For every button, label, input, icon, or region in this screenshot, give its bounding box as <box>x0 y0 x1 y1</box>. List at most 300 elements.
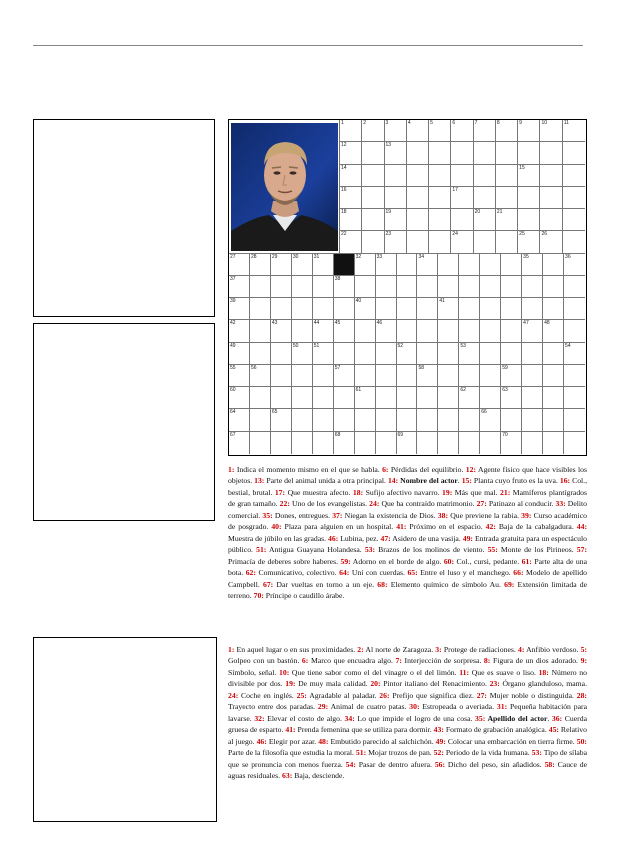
crossword-cell-number: 63 <box>502 387 508 394</box>
crossword-cell[interactable] <box>397 254 418 276</box>
crossword-cell[interactable] <box>540 231 562 253</box>
crossword-cell-number: 62 <box>460 387 466 394</box>
crossword-cell[interactable] <box>474 187 496 209</box>
crossword-cell[interactable] <box>496 187 518 209</box>
crossword-cell[interactable] <box>292 298 313 320</box>
crossword-cell[interactable] <box>340 187 362 209</box>
clue-number: 11: <box>459 667 470 677</box>
crossword-cell[interactable] <box>451 142 473 164</box>
crossword-cell-number: 44 <box>313 320 320 327</box>
crossword-cell[interactable] <box>564 276 585 298</box>
crossword-cell[interactable] <box>459 409 480 431</box>
crossword-cell[interactable] <box>229 432 250 454</box>
crossword-cell[interactable] <box>397 432 418 454</box>
clue-number: 46: <box>256 736 267 746</box>
clue-number: 60: <box>443 556 455 566</box>
crossword-cell[interactable] <box>313 409 334 431</box>
crossword-cell[interactable] <box>501 387 522 409</box>
crossword-cell[interactable] <box>313 387 334 409</box>
crossword-cell[interactable] <box>271 320 292 342</box>
crossword-cell[interactable] <box>407 231 429 253</box>
crossword-cell[interactable] <box>459 254 480 276</box>
crossword-cell[interactable] <box>376 298 397 320</box>
crossword-cell[interactable] <box>496 142 518 164</box>
crossword-cell[interactable] <box>229 409 250 431</box>
clue-number: 32: <box>254 713 265 723</box>
crossword-cell-number: 31 <box>313 253 320 260</box>
crossword-cell[interactable] <box>543 276 564 298</box>
clue-number: 23: <box>489 679 500 689</box>
crossword-cell[interactable] <box>385 187 407 209</box>
crossword-cell[interactable] <box>355 409 376 431</box>
crossword-cell[interactable] <box>474 120 496 142</box>
crossword-cell[interactable] <box>292 276 313 298</box>
crossword-cell[interactable] <box>564 365 585 387</box>
crossword-cell-number: 38 <box>334 275 341 282</box>
crossword-cell[interactable] <box>451 187 473 209</box>
crossword-cell[interactable] <box>313 276 334 298</box>
crossword-cell[interactable] <box>564 409 585 431</box>
crossword-cell[interactable] <box>292 254 313 276</box>
clue-text: Periodo de la vida humana. <box>443 748 532 758</box>
crossword-cell[interactable] <box>271 387 292 409</box>
crossword-cell[interactable] <box>417 298 438 320</box>
crossword-cell[interactable] <box>564 343 585 365</box>
crossword-cell[interactable] <box>518 142 540 164</box>
crossword-cell[interactable] <box>417 254 438 276</box>
crossword-cell[interactable] <box>564 254 585 276</box>
crossword-cell[interactable] <box>438 343 459 365</box>
crossword-cell[interactable] <box>429 142 451 164</box>
crossword-cell[interactable] <box>271 409 292 431</box>
crossword-cell[interactable] <box>451 209 473 231</box>
crossword-cell[interactable] <box>501 365 522 387</box>
crossword-cell[interactable] <box>313 298 334 320</box>
crossword-cell[interactable] <box>376 365 397 387</box>
crossword-cell-number: 49 <box>230 342 236 349</box>
crossword-cell[interactable] <box>429 209 451 231</box>
clue-number: 49: <box>462 533 473 543</box>
crossword-cell[interactable] <box>397 409 418 431</box>
crossword-cell[interactable] <box>522 254 543 276</box>
crossword-cell[interactable] <box>292 432 313 454</box>
crossword-cell[interactable] <box>543 409 564 431</box>
crossword-cell[interactable] <box>417 320 438 342</box>
crossword-cell[interactable] <box>355 298 376 320</box>
crossword-cell[interactable] <box>480 298 501 320</box>
crossword-cell[interactable] <box>540 209 562 231</box>
clue-number: 70: <box>253 590 264 600</box>
crossword-cell[interactable] <box>429 187 451 209</box>
crossword-cell[interactable] <box>355 343 376 365</box>
crossword-cell[interactable] <box>518 209 540 231</box>
clue-number: 18: <box>352 487 364 497</box>
crossword-cell[interactable] <box>501 432 522 454</box>
crossword-cell[interactable] <box>480 343 501 365</box>
clue-text: Figura de un dios adorado. <box>490 656 581 666</box>
crossword-cell[interactable] <box>522 365 543 387</box>
crossword-cell[interactable] <box>229 276 250 298</box>
crossword-cell[interactable] <box>250 254 271 276</box>
clue-number: 42: <box>485 522 496 532</box>
crossword-cell[interactable] <box>540 142 562 164</box>
crossword-cell[interactable] <box>518 165 540 187</box>
crossword-cell[interactable] <box>407 187 429 209</box>
crossword-cell[interactable] <box>376 432 397 454</box>
crossword-cell-number: 24 <box>452 231 458 238</box>
crossword-cell[interactable] <box>564 432 585 454</box>
crossword-cell[interactable] <box>250 387 271 409</box>
clue-text: De muy mala calidad. <box>295 679 371 689</box>
crossword-cell[interactable] <box>362 120 384 142</box>
crossword-cell[interactable] <box>459 432 480 454</box>
crossword-cell[interactable] <box>355 387 376 409</box>
crossword-cell[interactable] <box>362 187 384 209</box>
clue-text: Plaza para alguien en un hospital. <box>281 522 397 532</box>
clue-number: 24: <box>369 499 380 509</box>
clue-number: 22: <box>279 499 290 509</box>
clue-number: 50: <box>576 736 587 746</box>
binario-grid[interactable] <box>33 637 217 822</box>
crossword-cell[interactable] <box>340 165 362 187</box>
crossword-cell[interactable] <box>459 320 480 342</box>
crossword-cell[interactable] <box>397 387 418 409</box>
clue-number: 41: <box>396 522 407 532</box>
crossword-cell[interactable] <box>292 320 313 342</box>
clue-number: 46: <box>328 533 339 543</box>
clue-text: En aquel lugar o en sus proximidades. <box>234 645 358 654</box>
crossword-cell[interactable] <box>480 320 501 342</box>
clue-number: 19: <box>285 679 296 689</box>
crossword-cell-number: 67 <box>230 431 236 438</box>
crossword-cell[interactable] <box>438 365 459 387</box>
crossword-cell[interactable] <box>429 165 451 187</box>
clue-number: 14: <box>387 476 399 486</box>
crossword-cell[interactable] <box>451 120 473 142</box>
crossword-cell[interactable] <box>543 298 564 320</box>
crossword-cell[interactable] <box>397 320 418 342</box>
crossword-cell[interactable] <box>474 142 496 164</box>
crossword-cell[interactable] <box>563 231 585 253</box>
crossword-cell[interactable] <box>355 365 376 387</box>
crossword-cell[interactable] <box>407 120 429 142</box>
clue-number: 26: <box>379 690 390 700</box>
crossword-cell-number: 55 <box>230 364 236 371</box>
crossword-cell[interactable] <box>397 298 418 320</box>
crossword-cell[interactable] <box>438 254 459 276</box>
crossword-cell-number: 29 <box>271 253 278 260</box>
clue-number: 9: <box>580 656 587 666</box>
crossword-cell[interactable] <box>480 387 501 409</box>
crossword-cell-number: 33 <box>376 253 383 260</box>
crossword-cell[interactable] <box>407 209 429 231</box>
crossword-cell[interactable] <box>496 209 518 231</box>
clue-number: 1: <box>228 645 235 654</box>
crossword-cell[interactable] <box>540 165 562 187</box>
crossword-cell[interactable] <box>496 120 518 142</box>
crossword-cell[interactable] <box>362 209 384 231</box>
crossword-cell[interactable] <box>563 142 585 164</box>
crossword-cell[interactable] <box>229 365 250 387</box>
crossword-cell[interactable] <box>250 320 271 342</box>
crossword-cell-number: 22 <box>341 231 347 238</box>
crossword-cell-number: 17 <box>452 186 458 193</box>
crossword-cell[interactable] <box>376 320 397 342</box>
crossword-cell[interactable] <box>501 320 522 342</box>
crossword-cell[interactable] <box>480 365 501 387</box>
crossword-cell-number: 10 <box>541 120 548 126</box>
crossword-cell-number: 68 <box>334 431 341 438</box>
crossword-cell-number: 15 <box>519 164 525 171</box>
crossword-cell[interactable] <box>229 320 250 342</box>
crossword-cell[interactable] <box>563 165 585 187</box>
clue-text: Dones, entregues. <box>272 510 333 520</box>
crossword-cell[interactable] <box>250 343 271 365</box>
crossword-cell[interactable] <box>397 365 418 387</box>
crossword-cell-number: 4 <box>407 120 411 126</box>
clue-number: 39: <box>521 510 532 520</box>
horizontales-list <box>228 465 587 600</box>
crossword-cell[interactable] <box>250 276 271 298</box>
crossword-cell[interactable] <box>480 409 501 431</box>
crossword-cell[interactable] <box>334 343 355 365</box>
crossword-cell[interactable] <box>543 365 564 387</box>
crossword-cell[interactable] <box>501 254 522 276</box>
crossword-cell[interactable] <box>334 387 355 409</box>
clue-text: Baja de la cabalgadura. <box>495 522 577 532</box>
crossword-cell[interactable] <box>385 120 407 142</box>
crossword-cell[interactable] <box>250 432 271 454</box>
crossword-cell[interactable] <box>474 209 496 231</box>
crossword-cell[interactable] <box>250 409 271 431</box>
crossword-cell[interactable] <box>362 231 384 253</box>
crossword-cell[interactable] <box>543 320 564 342</box>
crossword-cell[interactable] <box>518 187 540 209</box>
clue-text: Adorno en el borde de algo. <box>350 556 444 566</box>
clue-text: Marco que encuadra algo. <box>308 656 396 666</box>
crossword-cell[interactable] <box>385 209 407 231</box>
crossword-cell[interactable] <box>407 165 429 187</box>
clue-number: 57: <box>576 545 588 555</box>
crossword-cell[interactable] <box>271 254 292 276</box>
sudoku-hard-grid[interactable] <box>33 323 215 521</box>
crossword-cell[interactable] <box>407 142 429 164</box>
clue-number: 34: <box>344 713 355 723</box>
crossword-cell[interactable] <box>543 343 564 365</box>
clue-text: Lo que impide el logro de una cosa. <box>354 713 476 723</box>
crossword-cell[interactable] <box>480 254 501 276</box>
crossword-cell[interactable] <box>438 276 459 298</box>
crossword-cell[interactable] <box>334 320 355 342</box>
crossword-cell[interactable] <box>313 432 334 454</box>
crossword-cell[interactable] <box>501 298 522 320</box>
crossword-cell-number: 58 <box>418 364 425 371</box>
crossword-cell[interactable] <box>459 387 480 409</box>
crossword-cell[interactable] <box>313 365 334 387</box>
crossword-cell[interactable] <box>459 276 480 298</box>
crossword-cell[interactable] <box>438 387 459 409</box>
crossword-cell[interactable] <box>474 165 496 187</box>
crossword-cell[interactable] <box>250 365 271 387</box>
crossword-cell[interactable] <box>480 276 501 298</box>
clue-number: 35: <box>262 510 273 520</box>
crossword-cell[interactable] <box>459 343 480 365</box>
sudoku-easy-grid[interactable] <box>33 119 215 317</box>
crossword-cell[interactable] <box>313 254 334 276</box>
crossword-cell-number: 7 <box>474 120 478 126</box>
crossword-cell[interactable] <box>563 209 585 231</box>
clue-number: 16: <box>559 476 571 486</box>
crossword-cell[interactable] <box>376 343 397 365</box>
crossword-cell[interactable] <box>564 320 585 342</box>
crossword-cell[interactable] <box>355 276 376 298</box>
clue-text: Parte alta de una bota. <box>228 556 587 578</box>
crossword-cell[interactable] <box>362 142 384 164</box>
crossword-cell-number: 27 <box>230 253 236 260</box>
crossword-cell[interactable] <box>355 320 376 342</box>
crossword-cell-number: 57 <box>334 364 341 371</box>
clue-number: 5: <box>580 645 587 654</box>
crossword-cell[interactable] <box>429 120 451 142</box>
crossword-cell[interactable] <box>522 298 543 320</box>
crossword-cell[interactable] <box>376 409 397 431</box>
crossword-cell[interactable] <box>334 409 355 431</box>
crossword-cell[interactable] <box>229 387 250 409</box>
crossword-cell[interactable] <box>522 387 543 409</box>
crossword-cell[interactable] <box>250 298 271 320</box>
crossword-cell[interactable] <box>313 320 334 342</box>
crossword-cell[interactable] <box>397 276 418 298</box>
crossword-cell[interactable] <box>385 165 407 187</box>
crossword-cell[interactable] <box>397 343 418 365</box>
crossword-cell[interactable] <box>334 254 355 276</box>
crossword-cell[interactable] <box>334 276 355 298</box>
crossword-cell-number: 50 <box>292 342 299 349</box>
crossword-cell[interactable] <box>355 432 376 454</box>
crossword-cell[interactable] <box>540 120 562 142</box>
crossword-cell[interactable] <box>271 276 292 298</box>
crossword-cell[interactable] <box>229 254 250 276</box>
crossword-cell[interactable] <box>292 343 313 365</box>
crossword-cell[interactable] <box>340 120 362 142</box>
crossword-cell[interactable] <box>417 343 438 365</box>
crossword-cell[interactable] <box>376 387 397 409</box>
crossword-cell[interactable] <box>438 432 459 454</box>
crossword-cell[interactable] <box>376 254 397 276</box>
crossword-cell[interactable] <box>522 409 543 431</box>
crossword-cell[interactable] <box>540 187 562 209</box>
clue-number: 4: <box>517 645 525 654</box>
clue-number: 25: <box>296 690 307 700</box>
crossword-cell[interactable] <box>518 120 540 142</box>
crossword-cell-number: 45 <box>334 320 341 327</box>
crossword-cell-number: 18 <box>341 209 347 216</box>
crossword-cell[interactable] <box>543 387 564 409</box>
crossword-cell-number: 51 <box>313 342 320 349</box>
crossword-cell[interactable] <box>522 320 543 342</box>
crossword-cell[interactable] <box>417 387 438 409</box>
crossword-cell-number: 39 <box>230 298 236 305</box>
crossword-cell[interactable] <box>429 231 451 253</box>
crossword-cell[interactable] <box>355 254 376 276</box>
crossword-cell[interactable] <box>496 231 518 253</box>
clue-text: Dar vueltas en torno a un eje. <box>273 579 378 589</box>
crossword-cell[interactable] <box>563 120 585 142</box>
crossword-cell[interactable] <box>292 387 313 409</box>
clue-text: Trayecto entre dos paradas. <box>228 702 318 712</box>
crossword-cell[interactable] <box>376 276 397 298</box>
crossword-cell[interactable] <box>522 432 543 454</box>
crossword-cell[interactable] <box>340 231 362 253</box>
crossword-cell[interactable] <box>271 365 292 387</box>
crossword-cell[interactable] <box>385 142 407 164</box>
crossword-cell[interactable] <box>271 432 292 454</box>
crossword-cell[interactable] <box>385 231 407 253</box>
crossword-cell[interactable] <box>496 165 518 187</box>
crossword-cell[interactable] <box>480 432 501 454</box>
crossword-cell[interactable] <box>340 209 362 231</box>
clue-text: Que es suave o liso. <box>469 667 539 677</box>
crossword-cell[interactable] <box>313 343 334 365</box>
crossword-cell[interactable] <box>501 409 522 431</box>
crossword-cell[interactable] <box>334 365 355 387</box>
crossword-cell[interactable] <box>271 298 292 320</box>
crossword-cell[interactable] <box>563 187 585 209</box>
crossword-cell[interactable] <box>334 432 355 454</box>
crossword-cell[interactable] <box>474 231 496 253</box>
crossword-cell[interactable] <box>417 432 438 454</box>
crossword-cell[interactable] <box>438 320 459 342</box>
clue-text: Que ha contraído matrimonio. <box>379 499 477 509</box>
crossword-cell[interactable] <box>518 231 540 253</box>
clue-text: Prenda femenina que se utiliza para dormir. <box>295 725 434 735</box>
crossword-cell[interactable] <box>522 343 543 365</box>
crossword-cell[interactable] <box>522 276 543 298</box>
clue-number: 52: <box>433 748 444 758</box>
clue-text: Mujer noble o distinguida. <box>486 690 577 700</box>
crossword-cell[interactable] <box>451 165 473 187</box>
crossword-cell[interactable] <box>417 409 438 431</box>
crossword-cell[interactable] <box>340 142 362 164</box>
crossword-cell[interactable] <box>564 298 585 320</box>
crossword-cell[interactable] <box>292 365 313 387</box>
crossword-cell[interactable] <box>271 343 292 365</box>
crossword-cell[interactable] <box>543 432 564 454</box>
crossword-cell[interactable] <box>417 365 438 387</box>
crossword-cell-number: 37 <box>230 275 236 282</box>
crossword-cell-number: 36 <box>565 253 571 260</box>
crossword-cell[interactable] <box>459 365 480 387</box>
crossword-cell[interactable] <box>438 298 459 320</box>
crossword-cell[interactable] <box>501 343 522 365</box>
clue-text: Cuerda gruesa de esparto. <box>228 713 587 735</box>
clue-text: Indica el momento mismo en el que se habla. <box>234 465 383 474</box>
crossword-cell[interactable] <box>417 276 438 298</box>
crossword-cell[interactable] <box>362 165 384 187</box>
crossword-cell[interactable] <box>229 343 250 365</box>
crossword-cell[interactable] <box>451 231 473 253</box>
crossword-cell[interactable] <box>459 298 480 320</box>
crossword-cell[interactable] <box>334 298 355 320</box>
crossword-cell[interactable] <box>543 254 564 276</box>
crossword-cell[interactable] <box>564 387 585 409</box>
crossword-cell[interactable] <box>292 409 313 431</box>
crossword-cell-number: 12 <box>341 142 347 149</box>
header-rule <box>33 45 583 46</box>
crossword-cell[interactable] <box>229 298 250 320</box>
crossword-cell[interactable] <box>438 409 459 431</box>
crossword-cell[interactable] <box>501 276 522 298</box>
